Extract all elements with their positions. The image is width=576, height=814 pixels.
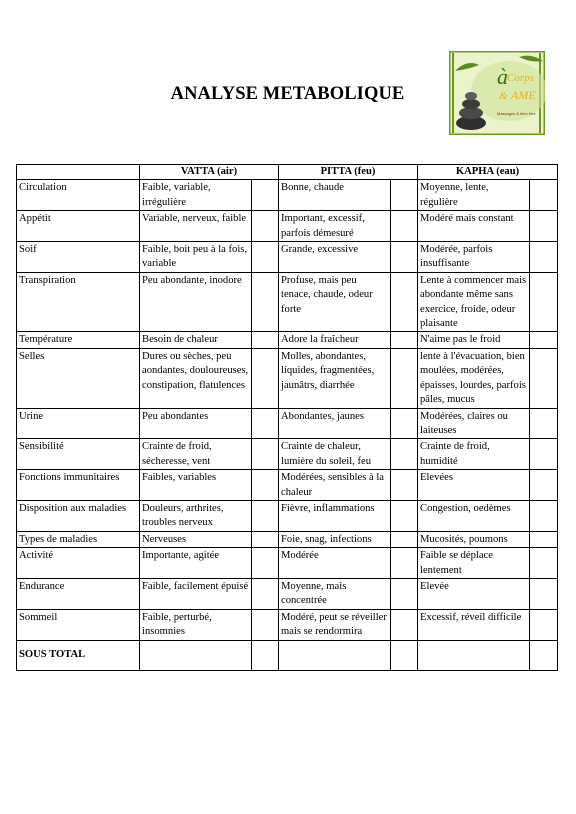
kapha-score-cell[interactable]	[530, 272, 558, 332]
pitta-cell: Crainte de chaleur, lumière du soleil, feu	[279, 439, 391, 470]
table-row	[17, 332, 558, 348]
kapha-cell: Excessif, réveil difficile	[418, 609, 530, 640]
metabolic-table	[16, 164, 558, 671]
vatta-cell: Faibles, variables	[140, 470, 252, 501]
row-label: Circulation	[17, 180, 140, 211]
vatta-score-cell[interactable]	[252, 439, 279, 470]
svg-text:Massages & bien être: Massages & bien être	[497, 111, 536, 116]
kapha-score-cell[interactable]	[530, 348, 558, 408]
subtotal-row	[17, 640, 558, 670]
kapha-score-cell[interactable]	[530, 548, 558, 579]
pitta-cell: Modéré, peut se réveiller mais se rendormira	[279, 609, 391, 640]
svg-text:&: &	[499, 90, 508, 102]
vatta-cell: Besoin de chaleur	[140, 332, 252, 348]
svg-text:AME: AME	[511, 88, 536, 102]
vatta-score-cell[interactable]	[252, 500, 279, 531]
table-row	[17, 500, 558, 531]
pitta-score-cell[interactable]	[391, 211, 418, 242]
vatta-cell: Importante, agitée	[140, 548, 252, 579]
vatta-cell: Peu abondantes	[140, 408, 252, 439]
pitta-score-cell[interactable]	[391, 531, 418, 547]
subtotal-label: SOUS TOTAL	[17, 640, 140, 670]
kapha-cell: Faible se déplace lentement	[418, 548, 530, 579]
vatta-score-cell[interactable]	[252, 470, 279, 501]
table-header-row	[17, 165, 558, 180]
vatta-score-cell[interactable]	[252, 211, 279, 242]
pitta-score-cell[interactable]	[391, 408, 418, 439]
table-row	[17, 548, 558, 579]
header-empty-cell	[17, 165, 140, 180]
kapha-score-cell[interactable]	[530, 408, 558, 439]
vatta-score-cell[interactable]	[252, 332, 279, 348]
subtotal-cell[interactable]	[530, 640, 558, 670]
kapha-score-cell[interactable]	[530, 439, 558, 470]
kapha-score-cell[interactable]	[530, 609, 558, 640]
table-row	[17, 609, 558, 640]
kapha-score-cell[interactable]	[530, 578, 558, 609]
row-label: Température	[17, 332, 140, 348]
pitta-cell: Molles, abondantes, liquides, fragmentées, jaunâtrs, diarrhée	[279, 348, 391, 408]
row-label: Transpiration	[17, 272, 140, 332]
row-label: Appétit	[17, 211, 140, 242]
kapha-score-cell[interactable]	[530, 211, 558, 242]
row-label: Sommeil	[17, 609, 140, 640]
pitta-score-cell[interactable]	[391, 470, 418, 501]
pitta-cell: Bonne, chaude	[279, 180, 391, 211]
vatta-cell: Dures ou sèches, peu aondantes, douloureuses, constipation, flatulences	[140, 348, 252, 408]
kapha-score-cell[interactable]	[530, 470, 558, 501]
row-label: Activité	[17, 548, 140, 579]
row-label: Urine	[17, 408, 140, 439]
kapha-cell: Crainte de froid, humidité	[418, 439, 530, 470]
pitta-cell: Modérées, sensibles à la chaleur	[279, 470, 391, 501]
pitta-score-cell[interactable]	[391, 548, 418, 579]
vatta-score-cell[interactable]	[252, 242, 279, 273]
vatta-cell: Variable, nerveux, faible	[140, 211, 252, 242]
vatta-cell: Faible, facilement épuisé	[140, 578, 252, 609]
table-row	[17, 180, 558, 211]
pitta-score-cell[interactable]	[391, 180, 418, 211]
pitta-score-cell[interactable]	[391, 348, 418, 408]
kapha-cell: Modéré mais constant	[418, 211, 530, 242]
pitta-cell: Profuse, mais peu tenace, chaude, odeur forte	[279, 272, 391, 332]
vatta-cell: Faible, variable, irrégulière	[140, 180, 252, 211]
pitta-score-cell[interactable]	[391, 439, 418, 470]
vatta-score-cell[interactable]	[252, 180, 279, 211]
logo	[449, 51, 545, 135]
pitta-cell: Foie, snag, infections	[279, 531, 391, 547]
kapha-score-cell[interactable]	[530, 180, 558, 211]
header-kapha: KAPHA (eau)	[418, 165, 558, 180]
subtotal-cell[interactable]	[140, 640, 252, 670]
table-row	[17, 348, 558, 408]
vatta-cell: Crainte de froid, sécheresse, vent	[140, 439, 252, 470]
subtotal-cell[interactable]	[252, 640, 279, 670]
vatta-score-cell[interactable]	[252, 548, 279, 579]
row-label: Fonctions immunitaires	[17, 470, 140, 501]
table-row	[17, 242, 558, 273]
row-label: Selles	[17, 348, 140, 408]
svg-text:Corps: Corps	[507, 72, 534, 84]
pitta-score-cell[interactable]	[391, 500, 418, 531]
vatta-cell: Faible, perturbé, insomnies	[140, 609, 252, 640]
table-row	[17, 439, 558, 470]
kapha-cell: Congestion, oedèmes	[418, 500, 530, 531]
vatta-score-cell[interactable]	[252, 578, 279, 609]
pitta-score-cell[interactable]	[391, 578, 418, 609]
pitta-cell: Abondantes, jaunes	[279, 408, 391, 439]
row-label: Types de maladies	[17, 531, 140, 547]
kapha-cell: Lente à commencer mais abondante même sans exercice, froide, odeur plaisante	[418, 272, 530, 332]
pitta-cell: Moyenne, mais concentrée	[279, 578, 391, 609]
vatta-score-cell[interactable]	[252, 609, 279, 640]
kapha-cell: Moyenne, lente, régulière	[418, 180, 530, 211]
header-vatta: VATTA (air)	[140, 165, 279, 180]
vatta-cell: Peu abondante, inodore	[140, 272, 252, 332]
kapha-cell: Elevées	[418, 470, 530, 501]
pitta-cell: Important, excessif, parfois démesuré	[279, 211, 391, 242]
vatta-cell: Nerveuses	[140, 531, 252, 547]
vatta-cell: Faible, boit peu à la fois, variable	[140, 242, 252, 273]
table-row	[17, 211, 558, 242]
pitta-score-cell[interactable]	[391, 272, 418, 332]
row-label: Sensibilité	[17, 439, 140, 470]
table-row	[17, 470, 558, 501]
pitta-cell: Grande, excessive	[279, 242, 391, 273]
vatta-cell: Douleurs, arthrites, troubles nerveux	[140, 500, 252, 531]
subtotal-cell[interactable]	[279, 640, 391, 670]
kapha-score-cell[interactable]	[530, 242, 558, 273]
subtotal-cell[interactable]	[391, 640, 418, 670]
kapha-cell: lente à l'évacuation, bien moulées, modérées, épaisses, lourdes, parfois pâles, mucus	[418, 348, 530, 408]
vatta-score-cell[interactable]	[252, 408, 279, 439]
kapha-cell: Elevée	[418, 578, 530, 609]
kapha-cell: N'aime pas le froid	[418, 332, 530, 348]
kapha-score-cell[interactable]	[530, 332, 558, 348]
pitta-cell: Modérée	[279, 548, 391, 579]
kapha-score-cell[interactable]	[530, 500, 558, 531]
header-pitta: PITTA (feu)	[279, 165, 418, 180]
pitta-score-cell[interactable]	[391, 242, 418, 273]
row-label: Disposition aux maladies	[17, 500, 140, 531]
table-row	[17, 272, 558, 332]
kapha-cell: Mucosités, poumons	[418, 531, 530, 547]
vatta-score-cell[interactable]	[252, 531, 279, 547]
table-row	[17, 531, 558, 547]
pitta-cell: Fièvre, inflammations	[279, 500, 391, 531]
pitta-cell: Adore la fraîcheur	[279, 332, 391, 348]
kapha-cell: Modérées, claires ou laiteuses	[418, 408, 530, 439]
kapha-score-cell[interactable]	[530, 531, 558, 547]
table-row	[17, 578, 558, 609]
svg-text:à: à	[497, 64, 508, 89]
vatta-score-cell[interactable]	[252, 272, 279, 332]
vatta-score-cell[interactable]	[252, 348, 279, 408]
pitta-score-cell[interactable]	[391, 609, 418, 640]
subtotal-cell[interactable]	[418, 640, 530, 670]
table-row	[17, 408, 558, 439]
pitta-score-cell[interactable]	[391, 332, 418, 348]
row-label: Endurance	[17, 578, 140, 609]
row-label: Soif	[17, 242, 140, 273]
page-title: ANALYSE METABOLIQUE	[170, 84, 405, 104]
kapha-cell: Modérée, parfois insuffisante	[418, 242, 530, 273]
